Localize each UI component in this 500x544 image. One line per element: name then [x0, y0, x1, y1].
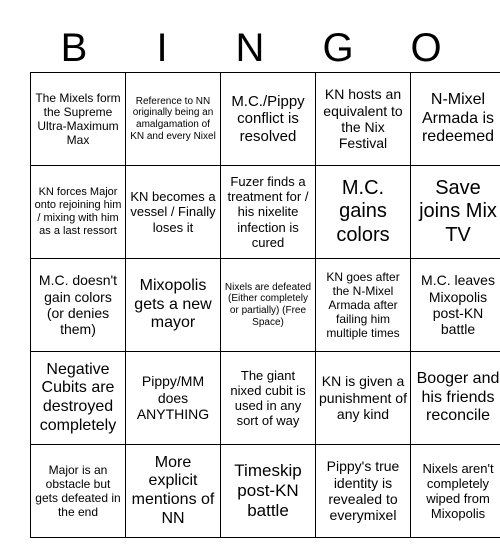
bingo-cell-r1-c3[interactable]: M.C./Pippy conflict is resolved [221, 73, 316, 166]
bingo-cell-r3-c4[interactable]: KN goes after the N-Mixel Armada after failing him multiple times [316, 259, 411, 352]
bingo-cell-r5-c2[interactable]: More explicit mentions of NN [126, 445, 221, 538]
bingo-cell-r2-c4[interactable]: M.C. gains colors [316, 166, 411, 259]
bingo-cell-r3-c5[interactable]: M.C. leaves Mixopolis post-KN battle [411, 259, 500, 352]
bingo-cell-r3-c2[interactable]: Mixopolis gets a new mayor [126, 259, 221, 352]
bingo-cell-r1-c4[interactable]: KN hosts an equivalent to the Nix Festival [316, 73, 411, 166]
bingo-cell-r1-c5[interactable]: N-Mixel Armada is redeemed [411, 73, 500, 166]
header-letter-b: B [60, 26, 88, 70]
board-row-5 [31, 445, 500, 538]
header-letter-o: O [410, 26, 442, 70]
bingo-cell-r4-c4[interactable]: KN is given a punishment of any kind [316, 352, 411, 445]
bingo-cell-r2-c2[interactable]: KN becomes a vessel / Finally loses it [126, 166, 221, 259]
bingo-cell-r4-c3[interactable]: The giant nixed cubit is used in any sort of way [221, 352, 316, 445]
header-letter-i: I [156, 26, 168, 70]
bingo-cell-r2-c3[interactable]: Fuzer finds a treatment for / his nixelite infection is cured [221, 166, 316, 259]
bingo-cell-r5-c3[interactable]: Timeskip post-KN battle [221, 445, 316, 538]
bingo-cell-r4-c2[interactable]: Pippy/MM does ANYTHING [126, 352, 221, 445]
board-row-3 [31, 259, 500, 352]
bingo-cell-r5-c4[interactable]: Pippy's true identity is revealed to everymixel [316, 445, 411, 538]
bingo-cell-r3-c3-free-space[interactable]: Nixels are defeated (Either completely or partially) (Free Space) [221, 259, 316, 352]
bingo-cell-r5-c5[interactable]: Nixels aren't completely wiped from Mixopolis [411, 445, 500, 538]
bingo-cell-r2-c1[interactable]: KN forces Major onto rejoining him / mixing with him as a last ressort [31, 166, 126, 259]
header-letter-n: N [235, 26, 265, 70]
header-letter-g: G [322, 26, 354, 70]
board-row-2 [31, 166, 500, 259]
bingo-cell-r4-c5[interactable]: Booger and his friends reconcile [411, 352, 500, 445]
board-row-1 [31, 73, 500, 166]
bingo-cell-r3-c1[interactable]: M.C. doesn't gain colors (or denies them) [31, 259, 126, 352]
bingo-cell-r2-c5[interactable]: Save joins Mix TV [411, 166, 500, 259]
bingo-cell-r1-c1[interactable]: The Mixels form the Supreme Ultra-Maximum Max [31, 73, 126, 166]
bingo-cell-r4-c1[interactable]: Negative Cubits are destroyed completely [31, 352, 126, 445]
bingo-header [30, 24, 470, 72]
bingo-cell-r1-c2[interactable]: Reference to NN originally being an amalgamation of KN and every Nixel [126, 73, 221, 166]
bingo-board [30, 72, 500, 538]
bingo-cell-r5-c1[interactable]: Major is an obstacle but gets defeated in the end [31, 445, 126, 538]
board-row-4 [31, 352, 500, 445]
